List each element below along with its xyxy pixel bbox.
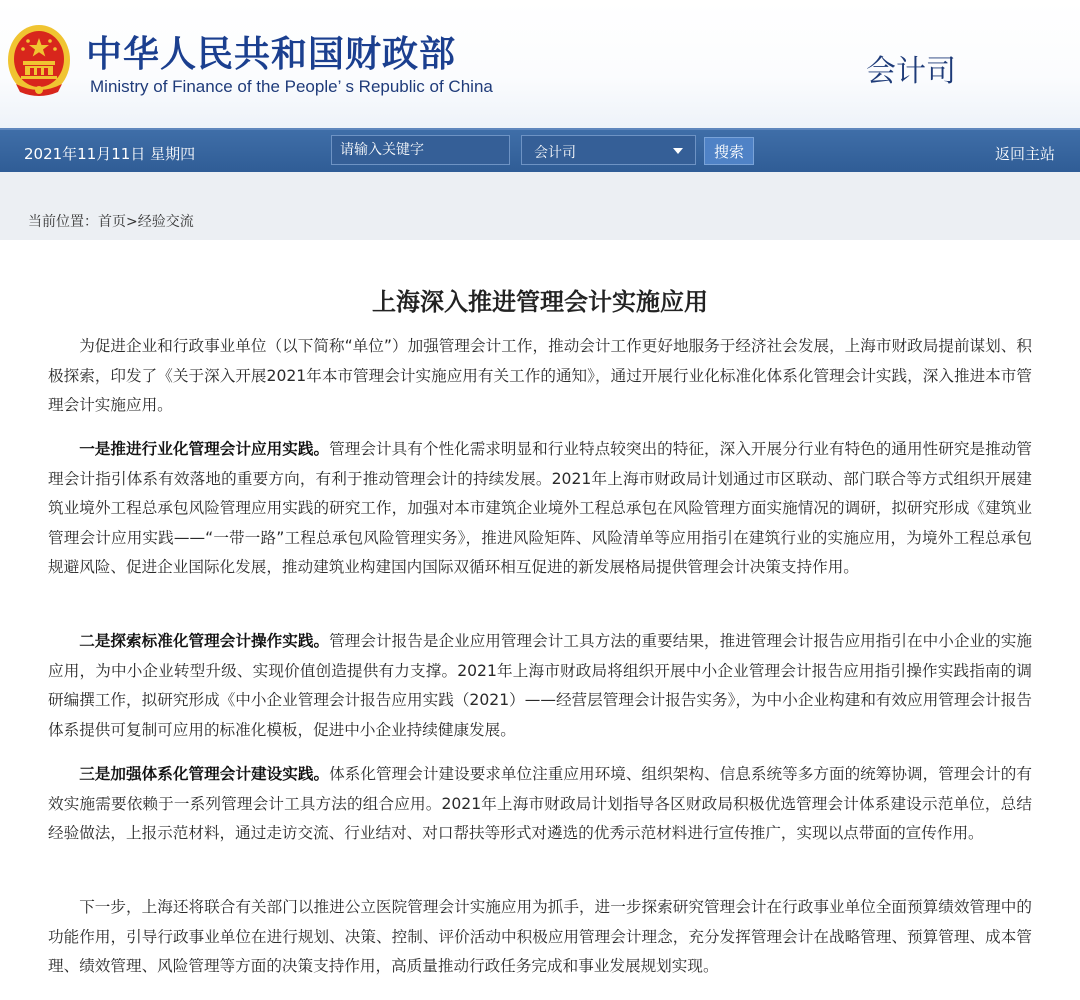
- article-paragraph: [48, 627, 1032, 745]
- paragraph-text: 为促进企业和行政事业单位（以下简称“单位”）加强管理会计工作，推动会计工作更好地服务于经济社会发展，上海市财政局提前谋划、积极探索，印发了《关于深入开展2021年本市管理会计实施应用有关工作的通知》，通过开展行业化标准化体系化管理会计实践，深入推进本市管理会计实施应用。: [48, 337, 1032, 414]
- return-home-link[interactable]: 返回主站: [995, 145, 1056, 163]
- ministry-name-en: Ministry of Finance of the People’ s Republic of China: [90, 77, 493, 96]
- search-button[interactable]: 搜索: [704, 137, 754, 165]
- current-date: 2021年11月11日 星期四: [24, 145, 196, 163]
- breadcrumb: [28, 211, 194, 231]
- department-name: 会计司: [866, 54, 956, 89]
- article-body: [0, 240, 1080, 1000]
- breadcrumb-home-link[interactable]: 首页: [98, 214, 126, 230]
- paragraph-text: 管理会计具有个性化需求明显和行业特点较突出的特征，深入开展分行业有特色的通用性研究是推动管理会计指引体系有效落地的重要方向，有利于推动管理会计的持续发展。2021年上海市财政局计划通过市区联动、部门联合等方式组织开展建筑业境外工程总承包风险管理应用实践的研究工作，加强对本市建筑企业境外工程总承包在风险管理方面实施情况的调研，拟研究形成《建筑业管理会计应用实践——“一带一路”工程总承包风险管理实务》，推进风险矩阵、风险清单等应用指引在建筑行业的实施应用，为境外工程总承包规避风险、促进企业国际化发展，推动建筑业构建国内国际双循环相互促进的新发展格局提供管理会计决策支持作用。: [48, 440, 1032, 576]
- article-title: 上海深入推进管理会计实施应用: [372, 288, 708, 316]
- breadcrumb-bar: [0, 172, 1080, 240]
- national-emblem-icon: [6, 22, 72, 98]
- article-paragraph: [48, 893, 1032, 982]
- site-header: [0, 0, 1080, 128]
- search-input[interactable]: [331, 135, 510, 165]
- breadcrumb-separator: >: [126, 214, 138, 230]
- nav-bar: [0, 128, 1080, 174]
- ministry-name-cn: 中华人民共和国财政部: [86, 34, 457, 75]
- breadcrumb-current-link[interactable]: 经验交流: [137, 214, 194, 230]
- paragraph-text: 体系化管理会计建设要求单位注重应用环境、组织架构、信息系统等多方面的统筹协调，管理会计的有效实施需要依赖于一系列管理会计工具方法的组合应用。2021年上海市财政局计划指导各区财政局积极优选管理会计体系建设示范单位，总结经验做法，上报示范材料，通过走访交流、行业结对、对口帮扶等形式对遴选的优秀示范材料进行宣传推广，实现以点带面的宣传作用。: [48, 765, 1032, 842]
- paragraph-text: 管理会计报告是企业应用管理会计工具方法的重要结果，推进管理会计报告应用指引在中小企业的实施应用，为中小企业转型升级、实现价值创造提供有力支撑。2021年上海市财政局将组织开展中小企业管理会计报告应用指引操作实践指南的调研编撰工作，拟研究形成《中小企业管理会计报告应用实践（2021）——经营层管理会计报告实务》，为中小企业构建和有效应用管理会计报告体系提供可复制可应用的标准化模板，促进中小企业持续健康发展。: [48, 632, 1032, 739]
- department-select[interactable]: [521, 135, 696, 165]
- breadcrumb-prefix: 当前位置：: [28, 214, 98, 230]
- chevron-down-icon: [673, 148, 683, 154]
- paragraph-lead: 三是加强体系化管理会计建设实践。: [79, 765, 330, 783]
- paragraph-lead: 一是推进行业化管理会计应用实践。: [79, 440, 330, 458]
- article-paragraph: [48, 435, 1032, 583]
- paragraph-lead: 二是探索标准化管理会计操作实践。: [79, 632, 330, 650]
- article-paragraph: [48, 332, 1032, 421]
- article-paragraph: [48, 760, 1032, 849]
- department-select-value: 会计司: [534, 145, 576, 161]
- paragraph-text: 下一步，上海还将联合有关部门以推进公立医院管理会计实施应用为抓手，进一步探索研究管理会计在行政事业单位全面预算绩效管理中的功能作用，引导行政事业单位在进行规划、决策、控制、评价活动中积极应用管理会计理念，充分发挥管理会计在战略管理、预算管理、成本管理、绩效管理、风险管理等方面的决策支持作用，高质量推动行政任务完成和事业发展规划实现。: [48, 898, 1032, 975]
